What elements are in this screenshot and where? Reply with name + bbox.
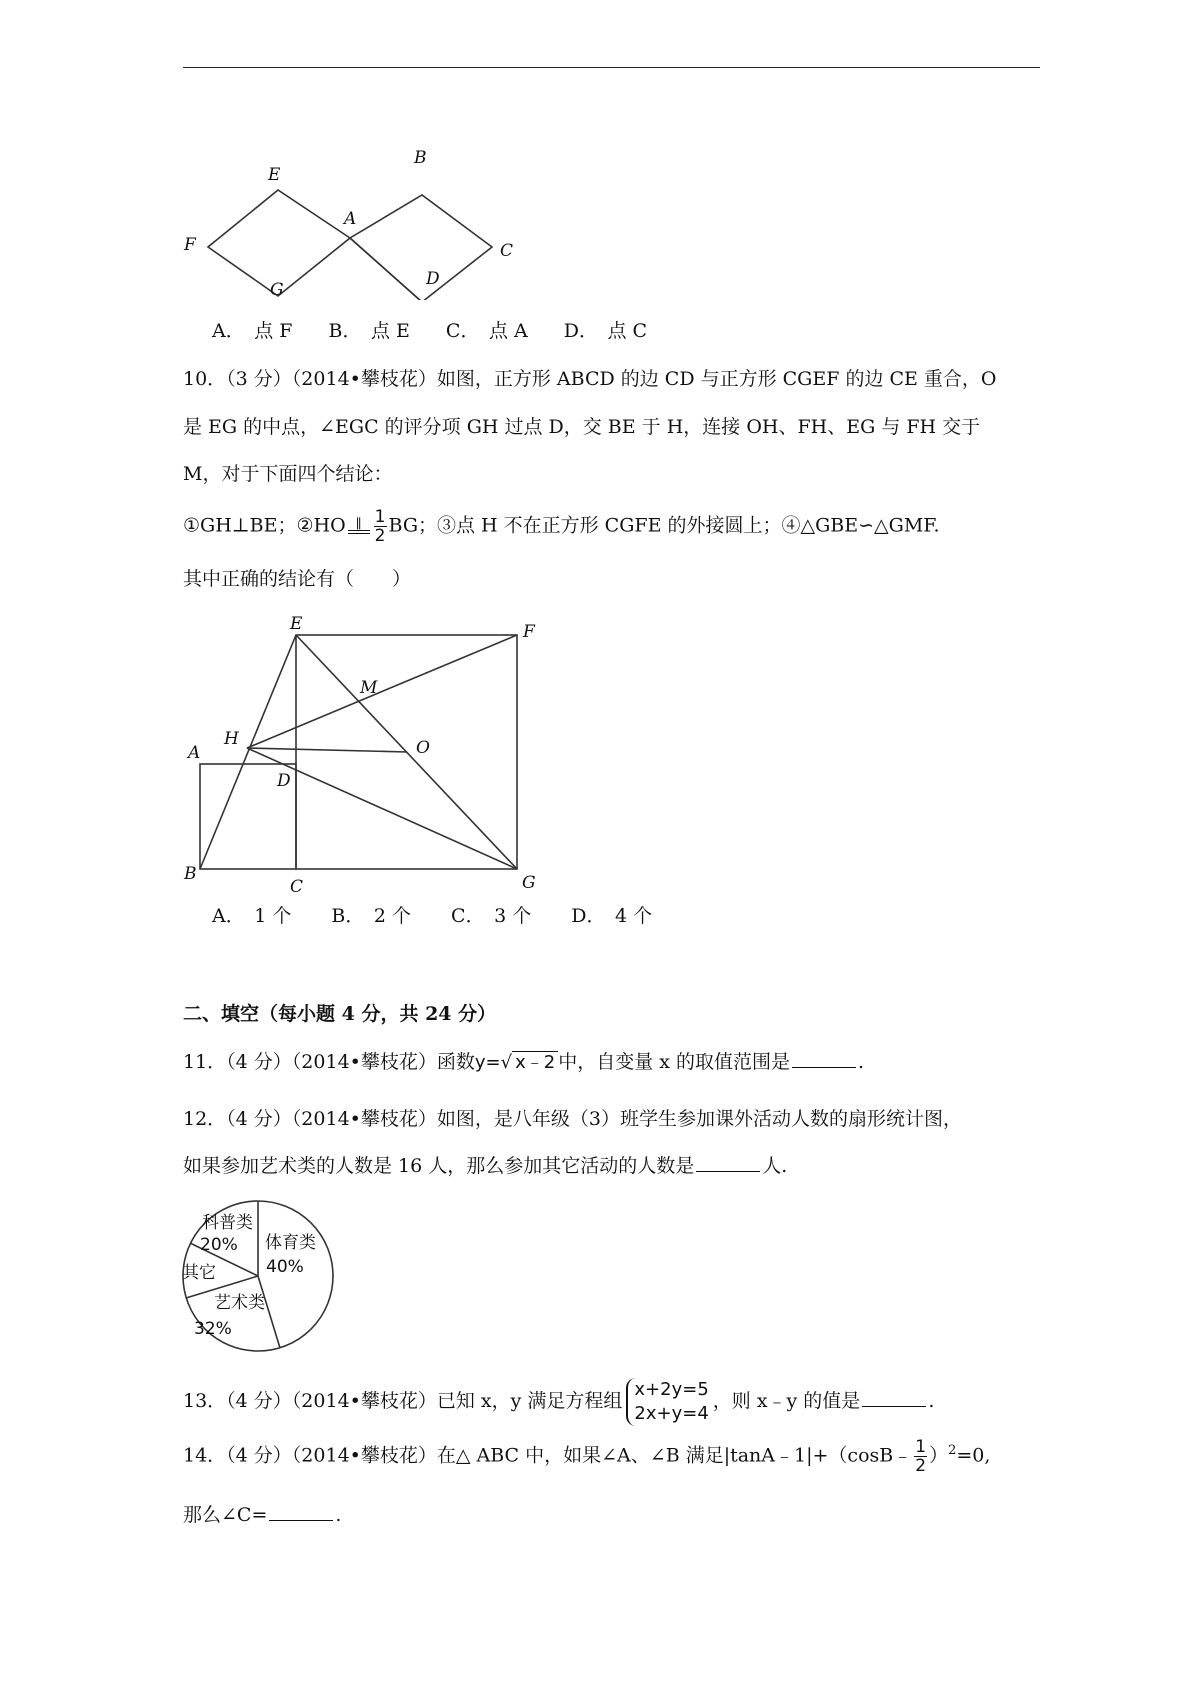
q10-parallel-equal	[348, 516, 370, 534]
q12-label-kepu-pct: 20%	[200, 1235, 238, 1255]
q11-y: y=	[474, 1052, 501, 1073]
q13-answer-blank[interactable]	[862, 1388, 926, 1407]
section2-title: 二、填空（每小题 4 分，共 24 分）	[183, 1003, 497, 1025]
q12-label-yishu-pct: 32%	[194, 1319, 232, 1339]
q9-label-b: B	[414, 150, 427, 168]
q14-post2: =0,	[956, 1444, 991, 1467]
q14-line2	[183, 1502, 341, 1528]
q13-line	[183, 1378, 934, 1426]
q9-option-b[interactable]: B． 点 E	[328, 320, 410, 342]
q10-label-c: C	[290, 877, 304, 895]
q14-frac-num: 1	[915, 1437, 927, 1457]
q14-exponent: 2	[948, 1443, 957, 1459]
q14-post: ）	[929, 1444, 949, 1467]
q12-answer-blank[interactable]	[696, 1153, 760, 1172]
q12-pie-chart	[180, 1198, 340, 1358]
q10-line3: M，对于下面四个结论：	[183, 463, 393, 485]
q10-label-b: B	[184, 864, 197, 884]
q10-label-m: M	[360, 678, 378, 698]
q11-end: .	[858, 1051, 865, 1073]
q9-label-g: G	[270, 280, 284, 300]
q10-label-h: H	[224, 729, 239, 749]
q12-line2	[183, 1153, 787, 1179]
q10-half-fraction	[374, 508, 387, 545]
q10-parallel-mark: ∥	[355, 516, 362, 532]
q12-label-yishu: 艺术类	[214, 1293, 265, 1313]
q10-option-c[interactable]: C． 3 个	[451, 905, 532, 927]
q11-radical-sign: √	[500, 1052, 513, 1073]
q10-label-e: E	[290, 615, 303, 634]
q10-conclusions	[183, 508, 940, 545]
q11-radicand: x﹣2	[512, 1051, 558, 1073]
q13-equation-system	[626, 1378, 708, 1426]
q13-end: .	[928, 1390, 935, 1412]
q13-post: ，则 x﹣y 的值是	[712, 1390, 861, 1412]
q9-label-e: E	[268, 165, 281, 185]
q10-line1: 10．（3 分）（2014•攀枝花）如图，正方形 ABCD 的边 CD 与正方形 CGEF 的边 CE 重合，O	[183, 368, 997, 390]
q11-line	[183, 1049, 864, 1076]
q9-label-c: C	[500, 241, 514, 261]
q12-label-qita: 其它	[182, 1263, 216, 1283]
q13-pre: 13．（4 分）（2014•攀枝花）已知 x，y 满足方程组	[183, 1390, 623, 1412]
q14-answer-blank[interactable]	[269, 1502, 333, 1521]
q9-label-a: A	[344, 209, 357, 229]
q10-option-a[interactable]: A． 1 个	[212, 905, 292, 927]
q11-post: 中，自变量 x 的取值范围是	[558, 1051, 790, 1073]
header-rule	[183, 67, 1040, 68]
q12-line2-pre: 如果参加艺术类的人数是 16 人，那么参加其它活动的人数是	[183, 1155, 695, 1177]
q10-label-f: F	[523, 622, 535, 642]
q13-eq1: x+2y=5	[634, 1379, 709, 1400]
q14-frac-den: 2	[915, 1456, 927, 1476]
q10-label-o: O	[416, 738, 430, 758]
q10-question: 其中正确的结论有（ ）	[183, 568, 412, 590]
q9-option-c[interactable]: C． 点 A	[445, 320, 528, 342]
q10-label-d: D	[277, 771, 291, 791]
q14-line2-end: .	[335, 1504, 342, 1526]
q10-conclusion-part2: BG；③点 H 不在正方形 CGFE 的外接圆上；④△GBE∽△GMF.	[388, 514, 940, 537]
q10-figure	[180, 615, 560, 895]
q14-half-fraction	[914, 1438, 927, 1475]
q10-label-a: A	[188, 743, 201, 763]
q10-line2: 是 EG 的中点，∠EGC 的评分项 GH 过点 D，交 BE 于 H，连接 OH、FH、EG 与 FH 交于	[183, 416, 981, 438]
q11-answer-blank[interactable]	[792, 1049, 856, 1068]
q12-label-tiyu-pct: 40%	[266, 1257, 304, 1277]
q11-pre: 11．（4 分）（2014•攀枝花）函数	[183, 1051, 475, 1073]
q12-label-kepu: 科普类	[202, 1213, 253, 1233]
q9-figure	[170, 150, 550, 300]
q14-line2-pre: 那么∠C=	[183, 1504, 268, 1526]
q12-line2-post: 人.	[762, 1155, 788, 1177]
q12-line1: 12．（4 分）（2014•攀枝花）如图，是八年级（3）班学生参加课外活动人数的扇形统计图，	[183, 1108, 962, 1130]
q11-function	[475, 1051, 558, 1073]
q9-label-f: F	[184, 235, 196, 255]
q9-option-a[interactable]: A． 点 F	[212, 320, 293, 342]
q10-conclusion-part1: ①GH⊥BE；②HO	[183, 514, 346, 537]
q9-option-d[interactable]: D． 点 C	[563, 320, 648, 342]
q10-option-d[interactable]: D． 4 个	[571, 905, 653, 927]
q10-options	[212, 903, 686, 929]
q9-options	[212, 318, 681, 344]
q13-eq2: 2x+y=4	[634, 1403, 709, 1424]
q10-option-b[interactable]: B． 2 个	[331, 905, 411, 927]
q9-label-d: D	[426, 269, 440, 289]
q10-frac-den: 2	[374, 526, 386, 546]
q10-frac-num: 1	[374, 507, 386, 527]
q14-pre: 14．（4 分）（2014•攀枝花）在△ ABC 中，如果∠A、∠B 满足|tanA﹣1|+（cosB﹣	[183, 1444, 913, 1467]
q10-label-g: G	[522, 873, 536, 893]
q12-label-tiyu: 体育类	[265, 1233, 316, 1253]
q14-line1	[183, 1438, 990, 1475]
